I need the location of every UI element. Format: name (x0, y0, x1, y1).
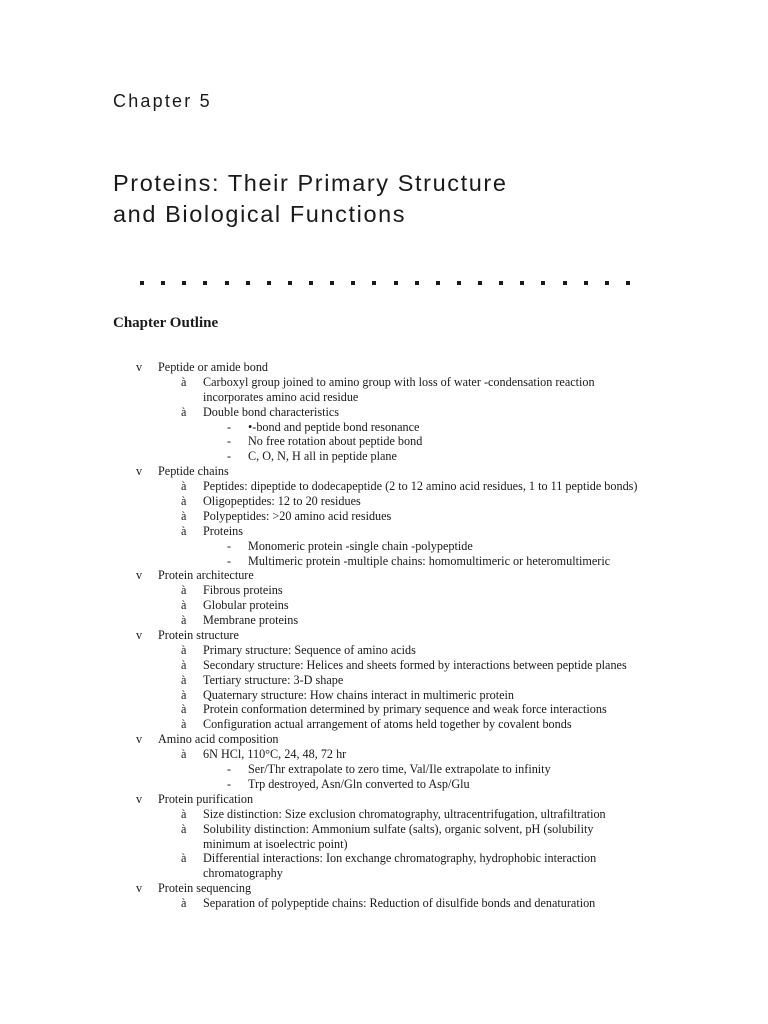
outline-item-level-2 (0, 747, 768, 762)
outline-text: Separation of polypeptide chains: Reduction of disulfide bonds and denaturation (203, 896, 596, 911)
divider-dot (351, 281, 355, 285)
outline-item-level-2 (0, 807, 768, 822)
outline-item-level-1 (0, 568, 768, 583)
outline-item-level-2 (0, 598, 768, 613)
outline-text: No free rotation about peptide bond (248, 434, 423, 449)
outline-text: Amino acid composition (158, 732, 279, 747)
bullet-marker: à (181, 598, 187, 613)
outline-item-level-1 (0, 628, 768, 643)
bullet-marker: v (136, 628, 143, 643)
divider-dot (436, 281, 440, 285)
outline-text: Oligopeptides: 12 to 20 residues (203, 494, 361, 509)
outline-text: Differential interactions: Ion exchange chromatography, hydrophobic interaction (203, 851, 597, 866)
bullet-marker: à (181, 806, 187, 821)
divider-dot (394, 281, 398, 285)
outline-item-level-2 (0, 613, 768, 628)
bullet-marker: v (136, 732, 143, 747)
outline-text: Protein architecture (158, 568, 254, 583)
bullet-marker: à (181, 821, 187, 836)
outline-text: C, O, N, H all in peptide plane (248, 449, 397, 464)
divider-dot (182, 281, 186, 285)
outline-text: Protein sequencing (158, 881, 252, 896)
outline-text: 6N HCl, 110°C, 24, 48, 72 hr (203, 747, 347, 762)
bullet-marker: v (136, 360, 143, 374)
bullet-marker: v (136, 791, 143, 806)
bullet-marker: - (227, 449, 232, 464)
bullet-marker: à (181, 642, 187, 657)
outline-continuation (0, 390, 768, 405)
outline-text: Protein structure (158, 628, 239, 643)
bullet-marker: à (181, 657, 187, 672)
bullet-marker: à (181, 851, 187, 866)
divider-dot (267, 281, 271, 285)
outline-item-level-2 (0, 658, 768, 673)
bullet-marker: à (181, 896, 187, 911)
divider-dot (563, 281, 567, 285)
outline-item-level-2 (0, 673, 768, 688)
outline-text: •-bond and peptide bond resonance (248, 419, 420, 434)
bullet-marker: - (227, 538, 232, 553)
outline-item-level-2 (0, 509, 768, 524)
outline-item-level-2 (0, 405, 768, 420)
outline-text: minimum at isoelectric point) (203, 836, 348, 851)
outline-item-level-1 (0, 732, 768, 747)
bullet-marker: à (181, 687, 187, 702)
outline-text: Primary structure: Sequence of amino acids (203, 642, 416, 657)
outline-item-level-3 (0, 777, 768, 792)
outline-text: Tertiary structure: 3-D shape (203, 672, 344, 687)
outline-text: Size distinction: Size exclusion chromatography, ultracentrifugation, ultrafiltration (203, 806, 606, 821)
bullet-marker: à (181, 702, 187, 717)
bullet-marker: - (227, 419, 232, 434)
bullet-marker: - (227, 762, 232, 777)
divider-dot (520, 281, 524, 285)
divider-dot (203, 281, 207, 285)
bullet-marker: v (136, 568, 143, 583)
bullet-marker: à (181, 523, 187, 538)
outline-text: Secondary structure: Helices and sheets formed by interactions between peptide planes (203, 657, 627, 672)
bullet-marker: à (181, 494, 187, 509)
outline-text: Multimeric protein -multiple chains: homomultimeric or heteromultimeric (248, 553, 611, 568)
outline-item-level-1 (0, 464, 768, 479)
outline-continuation (0, 837, 768, 852)
outline-text: Proteins (203, 523, 243, 538)
outline-heading: Chapter Outline (113, 315, 219, 331)
bullet-marker: à (181, 583, 187, 598)
divider-dot (372, 281, 376, 285)
outline-item-level-2 (0, 494, 768, 509)
divider-dot (225, 281, 229, 285)
title-line: and Biological Functions (113, 201, 407, 227)
divider-dot (246, 281, 250, 285)
divider-dot (499, 281, 503, 285)
outline-item-level-3 (0, 554, 768, 569)
outline-text: Double bond characteristics (203, 404, 340, 419)
bullet-marker: à (181, 508, 187, 523)
divider-dot (626, 281, 630, 285)
divider-dot (457, 281, 461, 285)
outline-item-level-2 (0, 583, 768, 598)
outline-item-level-2 (0, 717, 768, 732)
bullet-marker: à (181, 747, 187, 762)
outline-text: incorporates amino acid residue (203, 389, 359, 404)
outline-item-level-2 (0, 702, 768, 717)
outline-item-level-3 (0, 420, 768, 435)
outline-continuation (0, 866, 768, 881)
divider-dot (605, 281, 609, 285)
bullet-marker: - (227, 776, 232, 791)
bullet-marker: à (181, 672, 187, 687)
outline-text: Protein conformation determined by primary sequence and weak force interactions (203, 702, 607, 717)
outline-item-level-2 (0, 479, 768, 494)
divider-dot (140, 281, 144, 285)
outline-item-level-2 (0, 822, 768, 837)
title-line: Proteins: Their Primary Structure (113, 170, 508, 196)
bullet-marker: - (227, 553, 232, 568)
dot-divider (140, 276, 630, 290)
outline-text: Carboxyl group joined to amino group with loss of water -condensation reaction (203, 374, 595, 389)
page-title (113, 168, 508, 230)
outline-text: Peptide or amide bond (158, 360, 269, 374)
divider-dot (288, 281, 292, 285)
outline-text: Peptide chains (158, 464, 229, 479)
divider-dot (478, 281, 482, 285)
bullet-marker: à (181, 479, 187, 494)
outline-text: Quaternary structure: How chains interact in multimeric protein (203, 687, 515, 702)
outline-item-level-2 (0, 375, 768, 390)
outline-text: Ser/Thr extrapolate to zero time, Val/Ile extrapolate to infinity (248, 762, 551, 777)
outline-text: chromatography (203, 866, 283, 881)
outline-text: Polypeptides: >20 amino acid residues (203, 508, 392, 523)
outline-item-level-3 (0, 449, 768, 464)
bullet-marker: v (136, 464, 143, 479)
outline-item-level-2 (0, 524, 768, 539)
bullet-marker: v (136, 881, 143, 896)
chapter-label: Chapter 5 (113, 91, 212, 111)
outline-text: Peptides: dipeptide to dodecapeptide (2 to 12 amino acid residues, 1 to 11 peptide bonds) (203, 479, 638, 494)
divider-dot (161, 281, 165, 285)
outline-text: Membrane proteins (203, 613, 299, 628)
divider-dot (415, 281, 419, 285)
bullet-marker: à (181, 404, 187, 419)
bullet-marker: à (181, 613, 187, 628)
outline-item-level-2 (0, 896, 768, 911)
outline-item-level-3 (0, 434, 768, 449)
outline-text: Monomeric protein -single chain -polypeptide (248, 538, 473, 553)
outline-text: Fibrous proteins (203, 583, 283, 598)
outline-item-level-2 (0, 643, 768, 658)
outline-item-level-1 (0, 792, 768, 807)
chapter-outline (0, 360, 768, 911)
outline-item-level-2 (0, 851, 768, 866)
outline-item-level-3 (0, 762, 768, 777)
outline-item-level-1 (0, 360, 768, 375)
divider-dot (584, 281, 588, 285)
outline-text: Solubility distinction: Ammonium sulfate (salts), organic solvent, pH (solubility (203, 821, 594, 836)
outline-item-level-2 (0, 688, 768, 703)
bullet-marker: à (181, 374, 187, 389)
bullet-marker: à (181, 717, 187, 732)
divider-dot (541, 281, 545, 285)
divider-dot (309, 281, 313, 285)
bullet-marker: - (227, 434, 232, 449)
outline-text: Trp destroyed, Asn/Gln converted to Asp/Glu (248, 776, 470, 791)
divider-dot (330, 281, 334, 285)
outline-text: Globular proteins (203, 598, 289, 613)
outline-item-level-1 (0, 881, 768, 896)
outline-text: Protein purification (158, 791, 254, 806)
outline-text: Configuration actual arrangement of atoms held together by covalent bonds (203, 717, 572, 732)
outline-item-level-3 (0, 539, 768, 554)
